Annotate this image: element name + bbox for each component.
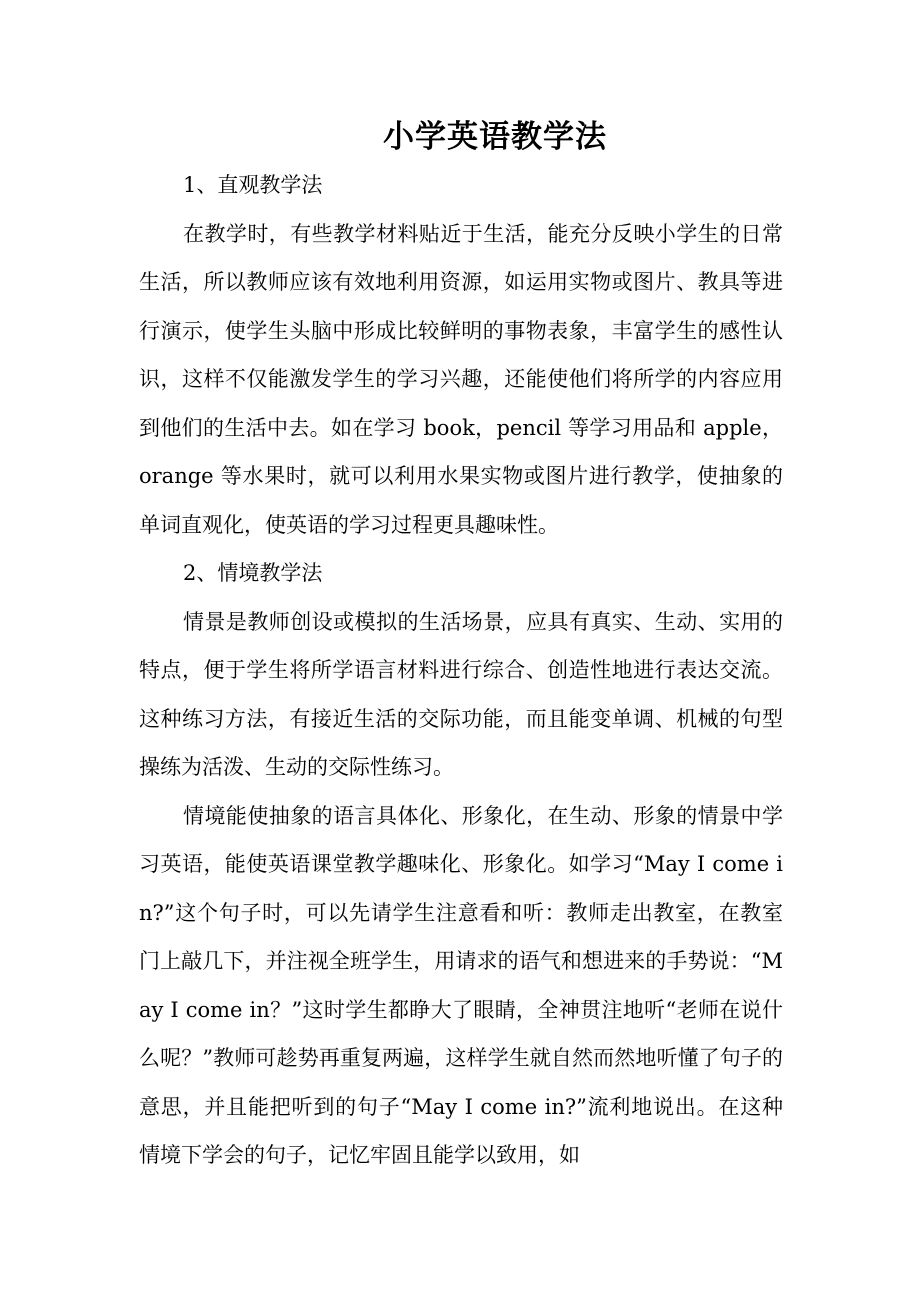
document-body xyxy=(139,161,783,1180)
section-heading-1: 1、直观教学法 xyxy=(183,173,323,197)
document-title: 小学英语教学法 xyxy=(383,119,607,155)
paragraph: 情境能使抽象的语言具体化、形象化，在生动、形象的情景中学习英语，能使英语课堂教学趣味化、形象化。如学习“May I come in?”这个句子时，可以先请学生注意看和听：教师走出教室，在教室门上敲几下，并注视全班学生，用请求的语气和想进来的手势说：“May I come in？”这时学生都睁大了眼睛，全神贯注地听“老师在说什么呢？”教师可趁势再重复两遍，这样学生就自然而然地听懂了句子的意思，并且能把听到的句子“May I come in?”流利地说出。在这种情境下学会的句子，记忆牢固且能学以致用，如 xyxy=(139,803,783,1167)
paragraph: 在教学时，有些教学材料贴近于生活，能充分反映小学生的日常生活，所以教师应该有效地利用资源，如运用实物或图片、教具等进行演示，使学生头脑中形成比较鲜明的事物表象，丰富学生的感性认识，这样不仅能激发学生的学习兴趣，还能使他们将所学的内容应用到他们的生活中去。如在学习 book，pencil 等学习用品和 apple，orange 等水果时，就可以利用水果实物或图片进行教学，使抽象的单词直观化，使英语的学习过程更具趣味性。 xyxy=(139,221,783,537)
paragraph: 情景是教师创设或模拟的生活场景，应具有真实、生动、实用的特点，便于学生将所学语言材料进行综合、创造性地进行表达交流。这种练习方法，有接近生活的交际功能，而且能变单调、机械的句型操练为活泼、生动的交际性练习。 xyxy=(139,609,783,779)
section-heading-2: 2、情境教学法 xyxy=(183,561,323,585)
